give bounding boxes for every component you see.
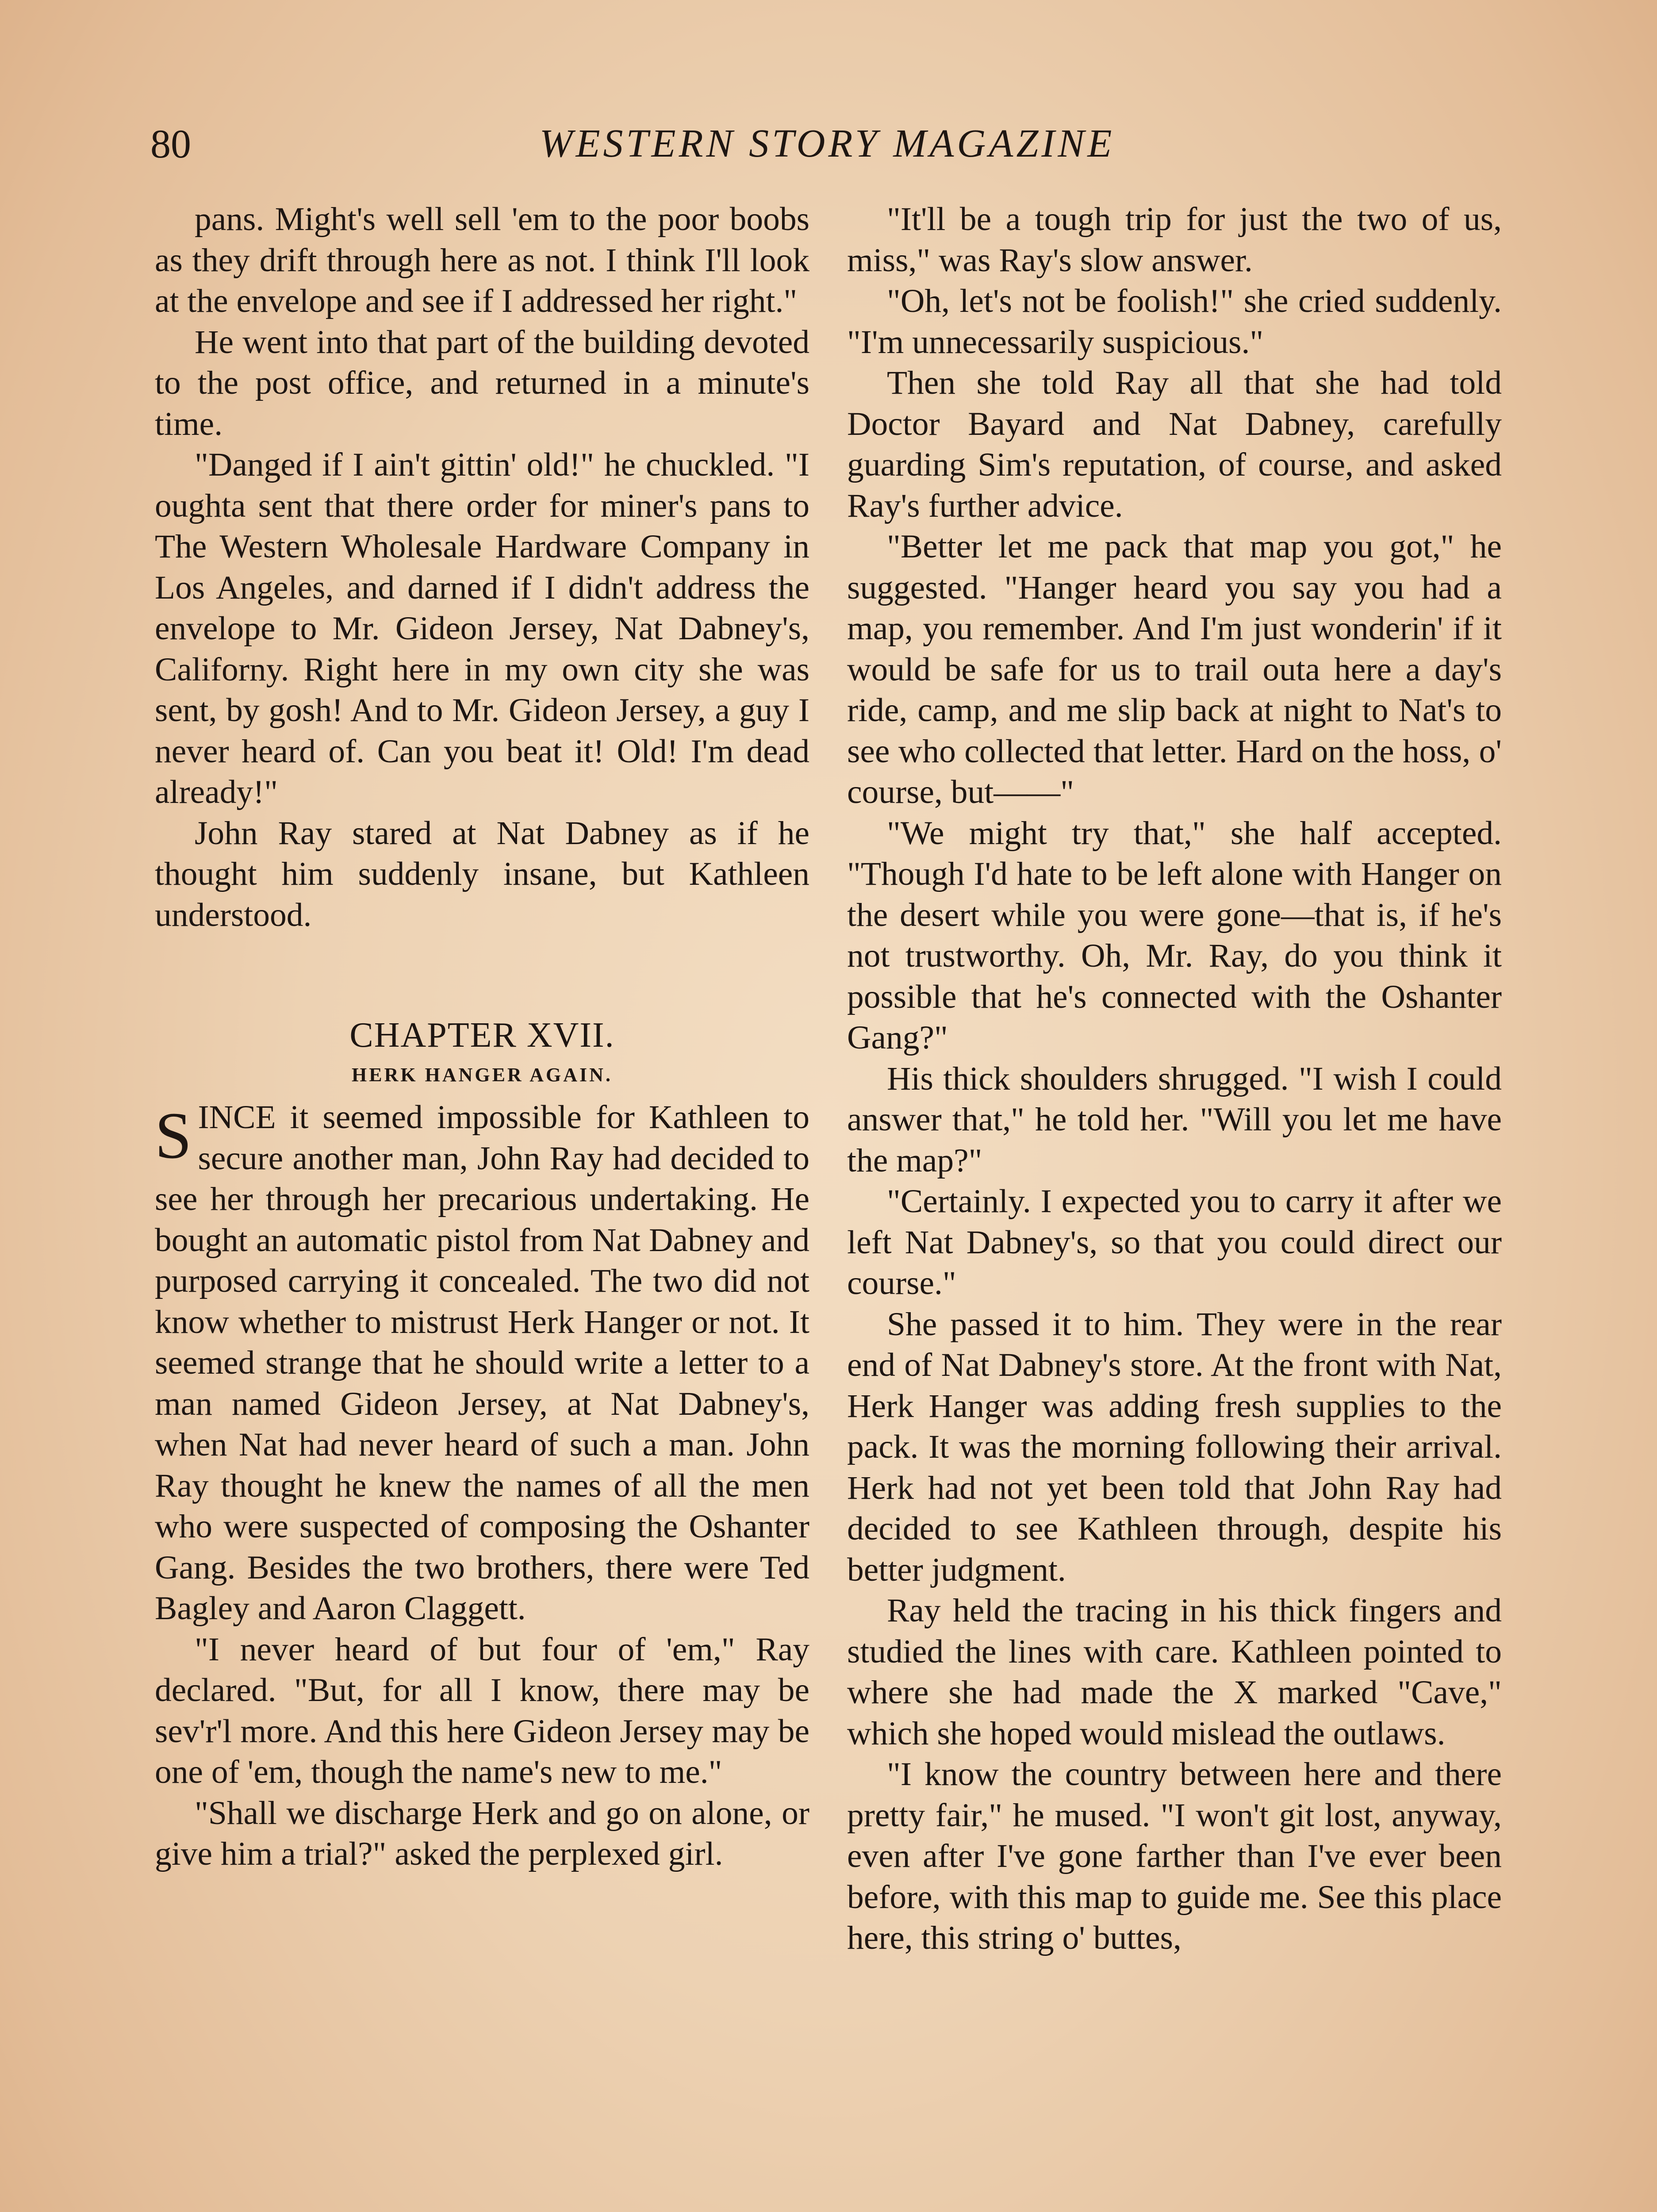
paragraph: "It'll be a tough trip for just the two of us, miss," was Ray's slow answer. [847, 201, 1502, 279]
right-column [847, 199, 1502, 1959]
paragraph: "I never heard of but four of 'em," Ray declared. "But, for all I know, there may be sev'r'l more. And this here Gideon Jersey may be one of 'em, though the name's new to me." [155, 1631, 809, 1790]
chapter-subtitle: HERK HANGER AGAIN. [352, 1064, 613, 1086]
paragraph: "Shall we discharge Herk and go on alone, or give him a trial?" asked the perplexed girl. [155, 1794, 809, 1872]
paragraph: "Oh, let's not be foolish!" she cried suddenly. "I'm unnecessarily suspicious." [847, 283, 1502, 361]
chapter-opening-paragraph: SINCE it seemed impossible for Kathleen to secure another man, John Ray had decided to see her through her precarious undertaking. He bought an automatic pistol from Nat Dabney and purposed carrying it concealed. The two did not know whether to mistrust Herk Hanger or not. It seemed strange that he should write a letter to a man named Gideon Jersey, at Nat Dabney's, when Nat had never heard of such a man. John Ray thought he knew the names of all the men who were suspected of composing the Oshanter Gang. Besides the two brothers, there were Ted Bagley and Aaron Claggett. [155, 1099, 809, 1627]
paragraph: "I know the country between here and there pretty fair," he mused. "I won't git lost, anyway, even after I've gone farther than I've ever been before, with this map to guide me. See this place here, this string o' buttes, [847, 1756, 1502, 1956]
paragraph: John Ray stared at Nat Dabney as if he thought him suddenly insane, but Kathleen understood. [155, 814, 809, 933]
left-column [155, 199, 809, 1875]
paragraph: Ray held the tracing in his thick fingers and studied the lines with care. Kathleen pointed to where she had made the X marked "Cave," which she hoped would mislead the outlaws. [847, 1592, 1502, 1752]
paragraph: Then she told Ray all that she had told Doctor Bayard and Nat Dabney, carefully guarding Sim's reputation, of course, and asked Ray's further advice. [847, 365, 1502, 524]
paragraph: His thick shoulders shrugged. "I wish I could answer that," he told her. "Will you let me have the map?" [847, 1060, 1502, 1179]
running-head: WESTERN STORY MAGAZINE [539, 122, 1115, 165]
paragraph: "Danged if I ain't gittin' old!" he chuckled. "I oughta sent that there order for miner's pans to The Western Wholesale Hardware Company in Los Angeles, and darned if I didn't address the envelope to Mr. Gideon Jersey, Nat Dabney's, Californy. Right here in my own city she was sent, by gosh! And to Mr. Gideon Jersey, a guy I never heard of. Can you beat it! Old! I'm dead already!" [155, 446, 809, 810]
page-number: 80 [150, 121, 191, 166]
chapter-title: CHAPTER XVII. [349, 1016, 615, 1055]
page-header [150, 119, 1504, 177]
paragraph: "Better let me pack that map you got," he suggested. "Hanger heard you say you had a map, you remember. And I'm just wonderin' if it would be safe for us to trail outa here a day's ride, camp, and me slip back at night to Nat's to see who collected that letter. Hard on the hoss, o' course, but——" [847, 528, 1502, 810]
paragraph: She passed it to him. They were in the rear end of Nat Dabney's store. At the front with Nat, Herk Hanger was adding fresh supplies to the pack. It was the morning following their arrival. Herk had not yet been told that John Ray had decided to see Kathleen through, despite his better judgment. [847, 1306, 1502, 1588]
paragraph: "We might try that," she half accepted. "Though I'd hate to be left alone with Hanger on the desert while you were gone—that is, if he's not trustworthy. Oh, Mr. Ray, do you think it possible that he's connected with the Oshanter Gang?" [847, 814, 1502, 1056]
paragraph: pans. Might's well sell 'em to the poor boobs as they drift through here as not. I think I'll look at the envelope and see if I addressed her right." [155, 201, 809, 319]
paragraph: "Certainly. I expected you to carry it after we left Nat Dabney's, so that you could direct our course." [847, 1183, 1502, 1302]
paragraph: He went into that part of the building devoted to the post office, and returned in a minute's time. [155, 323, 809, 442]
